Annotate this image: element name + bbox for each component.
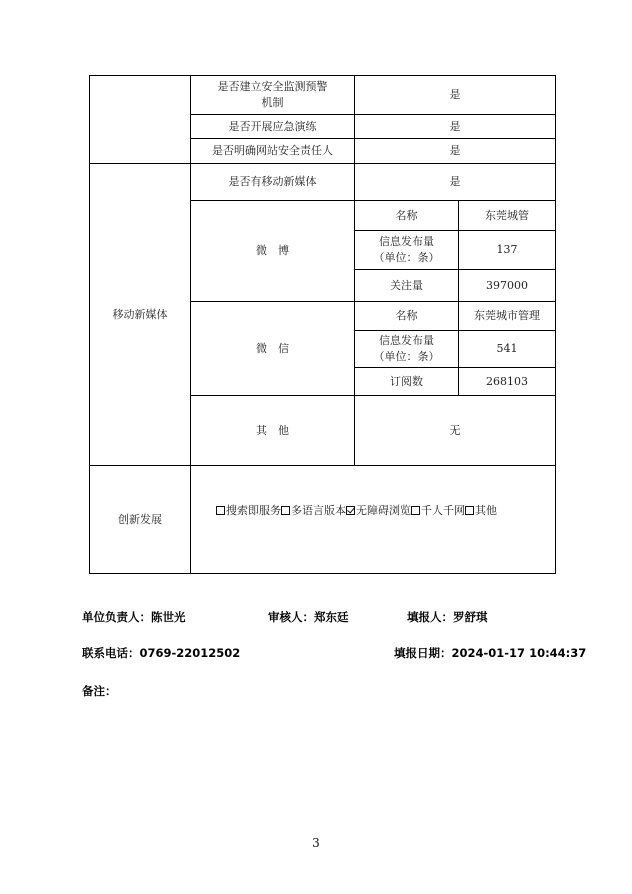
drill-value: 是 xyxy=(449,119,461,133)
reviewer: 审核人：郑东廷 xyxy=(268,610,349,624)
option-search-as-service[interactable] xyxy=(216,502,281,518)
wechat-label: 微 信 xyxy=(256,341,289,355)
checkbox-checked-icon[interactable] xyxy=(346,506,355,515)
innovation-section-label: 创新发展 xyxy=(118,512,162,526)
new-media-section-label: 移动新媒体 xyxy=(112,307,168,321)
wechat-name-value: 东莞城市管理 xyxy=(474,309,540,322)
checkbox-unchecked-icon[interactable] xyxy=(465,506,474,515)
filler: 填报人：罗舒琪 xyxy=(407,610,488,624)
checkbox-unchecked-icon[interactable] xyxy=(281,506,290,515)
option-label: 搜索即服务 xyxy=(226,504,281,517)
table-border-bottom xyxy=(89,573,556,574)
contact-phone: 联系电话：0769-22012502 xyxy=(82,646,241,660)
monitoring-label-line-1: 是否建立安全监测预警 xyxy=(217,80,328,93)
weibo-name-value: 东莞城管 xyxy=(485,208,529,222)
weibo-publish-label xyxy=(355,231,458,269)
wechat-subscribe-label: 订阅数 xyxy=(390,374,423,388)
option-personalized[interactable] xyxy=(411,502,465,518)
wechat-name-label: 名称 xyxy=(395,309,418,322)
option-accessibility[interactable] xyxy=(346,502,411,518)
option-multilingual[interactable] xyxy=(281,502,346,518)
option-label: 千人千网 xyxy=(421,504,465,517)
wechat-publish-label-line-2: （单位：条） xyxy=(373,350,440,363)
weibo-follow-label: 关注量 xyxy=(390,278,423,292)
weibo-publish-value: 137 xyxy=(496,243,518,256)
innovation-options xyxy=(216,502,497,518)
wechat-publish-label-line-1: 信息发布量 xyxy=(379,334,434,347)
monitoring-label xyxy=(191,76,354,114)
weibo-publish-label-line-2: （单位：条） xyxy=(373,251,440,264)
responsible-label: 是否明确网站安全责任人 xyxy=(212,144,333,157)
weibo-follow-value: 397000 xyxy=(486,278,528,292)
table-border-right xyxy=(555,75,556,574)
weibo-label: 微 博 xyxy=(256,244,289,257)
has-new-media-label: 是否有移动新媒体 xyxy=(228,175,317,188)
monitoring-label-line-2: 机制 xyxy=(261,96,284,109)
page-number: 3 xyxy=(312,836,320,850)
wechat-publish-value: 541 xyxy=(496,342,518,355)
report-table xyxy=(89,75,556,574)
unit-head: 单位负责人：陈世光 xyxy=(82,610,186,624)
weibo-name-label: 名称 xyxy=(395,208,418,222)
option-label: 无障碍浏览 xyxy=(356,504,411,517)
drill-label: 是否开展应急演练 xyxy=(228,119,317,133)
checkbox-unchecked-icon[interactable] xyxy=(216,506,225,515)
other-value: 无 xyxy=(449,423,461,437)
remarks: 备注： xyxy=(82,684,117,698)
responsible-value: 是 xyxy=(449,144,461,157)
option-label: 多语言版本 xyxy=(291,504,346,517)
option-other[interactable] xyxy=(465,502,497,518)
fill-date: 填报日期：2024-01-17 10:44:37 xyxy=(394,646,587,660)
weibo-publish-label-line-1: 信息发布量 xyxy=(379,235,434,248)
wechat-subscribe-value: 268103 xyxy=(486,374,528,388)
other-label: 其 他 xyxy=(256,423,289,437)
monitoring-value: 是 xyxy=(449,88,461,101)
has-new-media-value: 是 xyxy=(449,175,461,188)
checkbox-unchecked-icon[interactable] xyxy=(411,506,420,515)
wechat-publish-label xyxy=(355,331,458,367)
option-label: 其他 xyxy=(475,504,497,517)
